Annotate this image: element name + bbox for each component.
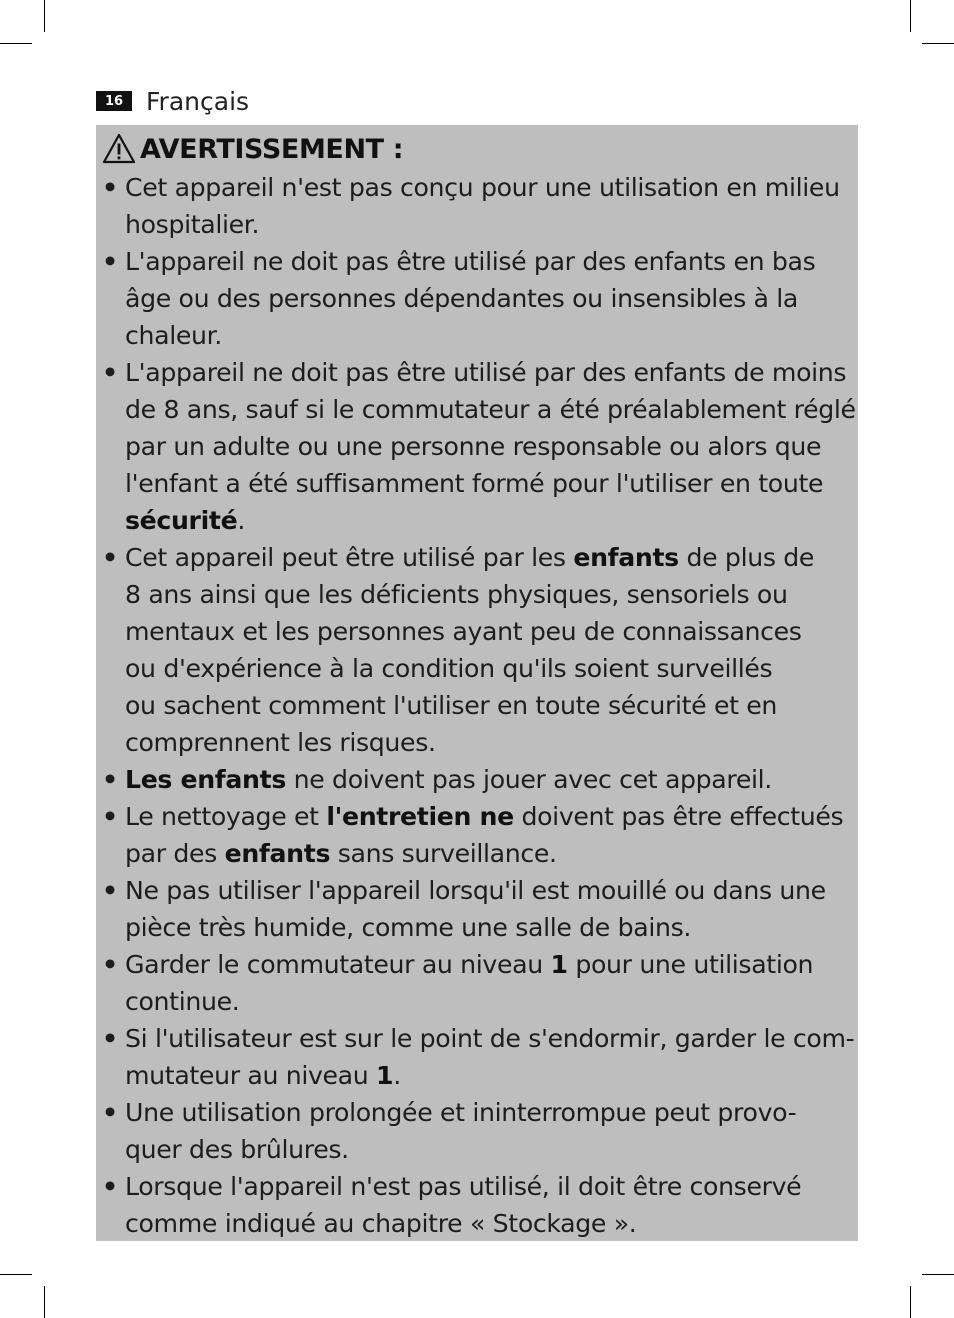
body-text: Le nettoyage et <box>125 802 327 831</box>
warning-item-line <box>125 724 848 761</box>
body-text: . <box>393 1061 401 1090</box>
warning-item-line <box>125 280 848 317</box>
warning-item-line <box>125 465 848 502</box>
body-text: continue. <box>125 987 240 1016</box>
bullet-marker: • <box>102 173 118 202</box>
body-text: de plus de <box>678 543 815 572</box>
bullet-marker: • <box>102 802 118 831</box>
body-text: chaleur. <box>125 321 222 350</box>
warning-item-line <box>125 872 848 909</box>
bullet-marker: • <box>102 358 118 387</box>
warning-item-line <box>125 909 848 946</box>
warning-item-line <box>125 1131 848 1168</box>
body-text: mentaux et les personnes ayant peu de connaissances <box>125 617 802 646</box>
warning-item-line <box>125 650 848 687</box>
crop-mark <box>0 43 32 44</box>
body-text: par un adulte ou une personne responsable ou alors que <box>125 432 822 461</box>
body-text: Garder le commutateur au niveau <box>125 950 551 979</box>
body-text: doivent pas être effectués <box>513 802 844 831</box>
bullet-marker: • <box>102 247 118 276</box>
body-text: . <box>237 506 245 535</box>
warning-item <box>102 761 848 798</box>
warning-item-line <box>125 576 848 613</box>
emphasis-text: 1 <box>376 1061 394 1090</box>
bullet-marker: • <box>102 543 118 572</box>
body-text: Cet appareil n'est pas conçu pour une utilisation en milieu <box>125 173 840 202</box>
warning-item <box>102 539 848 761</box>
crop-mark <box>922 43 954 44</box>
warning-item-line <box>125 317 848 354</box>
warning-item <box>102 946 848 1020</box>
warning-item-line <box>125 1205 848 1242</box>
warning-item-line <box>125 1094 848 1131</box>
warning-item-line <box>125 835 848 872</box>
warning-item-line <box>125 1057 848 1094</box>
emphasis-text: enfants <box>573 543 679 572</box>
language-label: Français <box>146 86 250 116</box>
warning-item-line <box>125 1020 855 1057</box>
body-text: ou d'expérience à la condition qu'ils soient surveillés <box>125 654 773 683</box>
warning-item-line <box>125 539 848 576</box>
warning-item <box>102 1094 848 1168</box>
body-text: l'enfant a été suffisamment formé pour l'utiliser en toute <box>125 469 824 498</box>
warning-item <box>102 1168 848 1242</box>
body-text: comme indiqué au chapitre « Stockage ». <box>125 1209 637 1238</box>
page-number: 16 <box>96 91 132 111</box>
crop-mark <box>922 1274 954 1275</box>
body-text: Cet appareil peut être utilisé par les <box>125 543 574 572</box>
emphasis-text: Les enfants <box>125 765 286 794</box>
warning-item-line <box>125 502 848 539</box>
bullet-marker: • <box>102 876 118 905</box>
warning-title <box>102 129 848 169</box>
warning-item-line <box>125 798 848 835</box>
body-text: Ne pas utiliser l'appareil lorsqu'il est mouillé ou dans une <box>125 876 826 905</box>
warning-item <box>102 798 848 872</box>
warning-item-line <box>125 428 848 465</box>
page-header <box>96 86 249 116</box>
body-text: ou sachent comment l'utiliser en toute sécurité et en <box>125 691 778 720</box>
emphasis-text: l'entretien ne <box>326 802 514 831</box>
warning-list <box>102 169 856 1242</box>
body-text: de 8 ans, sauf si le commutateur a été préalablement réglé <box>125 395 856 424</box>
warning-item-line <box>125 613 848 650</box>
body-text: quer des brûlures. <box>125 1135 349 1164</box>
warning-item <box>102 872 848 946</box>
body-text: pour une utilisation <box>567 950 814 979</box>
crop-mark <box>44 0 45 32</box>
body-text: Si l'utilisateur est sur le point de s'endormir, garder le com- <box>125 1024 855 1053</box>
body-text: par des <box>125 839 225 868</box>
bullet-marker: • <box>102 765 118 794</box>
warning-item-line <box>125 983 848 1020</box>
body-text: Une utilisation prolongée et ininterrompue peut provo- <box>125 1098 797 1127</box>
warning-item-line <box>125 687 848 724</box>
body-text: ne doivent pas jouer avec cet appareil. <box>285 765 772 794</box>
warning-item-line <box>125 391 856 428</box>
emphasis-text: sécurité <box>125 506 238 535</box>
emphasis-text: enfants <box>224 839 331 868</box>
warning-item-line <box>125 946 848 983</box>
warning-item <box>102 169 848 243</box>
warning-box <box>96 125 858 1241</box>
body-text: comprennent les risques. <box>125 728 436 757</box>
crop-mark <box>0 1274 32 1275</box>
warning-item <box>102 243 848 354</box>
body-text: L'appareil ne doit pas être utilisé par des enfants en bas <box>125 247 816 276</box>
warning-item-line <box>125 761 848 798</box>
crop-mark <box>44 1286 45 1318</box>
body-text: mutateur au niveau <box>125 1061 377 1090</box>
warning-triangle-icon <box>102 133 136 165</box>
warning-item-line <box>125 354 848 391</box>
warning-item-line <box>125 243 848 280</box>
body-text: hospitalier. <box>125 210 260 239</box>
warning-item-line <box>125 206 848 243</box>
bullet-marker: • <box>102 950 118 979</box>
body-text: 8 ans ainsi que les déficients physiques, sensoriels ou <box>125 580 788 609</box>
crop-mark <box>910 0 911 32</box>
warning-item-line <box>125 169 848 206</box>
warning-item-line <box>125 1168 848 1205</box>
emphasis-text: 1 <box>550 950 568 979</box>
body-text: Lorsque l'appareil n'est pas utilisé, il doit être conservé <box>125 1172 802 1201</box>
bullet-marker: • <box>102 1098 118 1127</box>
warning-item <box>102 354 856 539</box>
body-text: sans surveillance. <box>330 839 557 868</box>
warning-item <box>102 1020 855 1094</box>
body-text: âge ou des personnes dépendantes ou insensibles à la <box>125 284 798 313</box>
body-text: pièce très humide, comme une salle de bains. <box>125 913 692 942</box>
bullet-marker: • <box>102 1024 118 1053</box>
body-text: L'appareil ne doit pas être utilisé par des enfants de moins <box>125 358 847 387</box>
bullet-marker: • <box>102 1172 118 1201</box>
warning-title-text: AVERTISSEMENT : <box>140 133 404 165</box>
crop-mark <box>910 1286 911 1318</box>
